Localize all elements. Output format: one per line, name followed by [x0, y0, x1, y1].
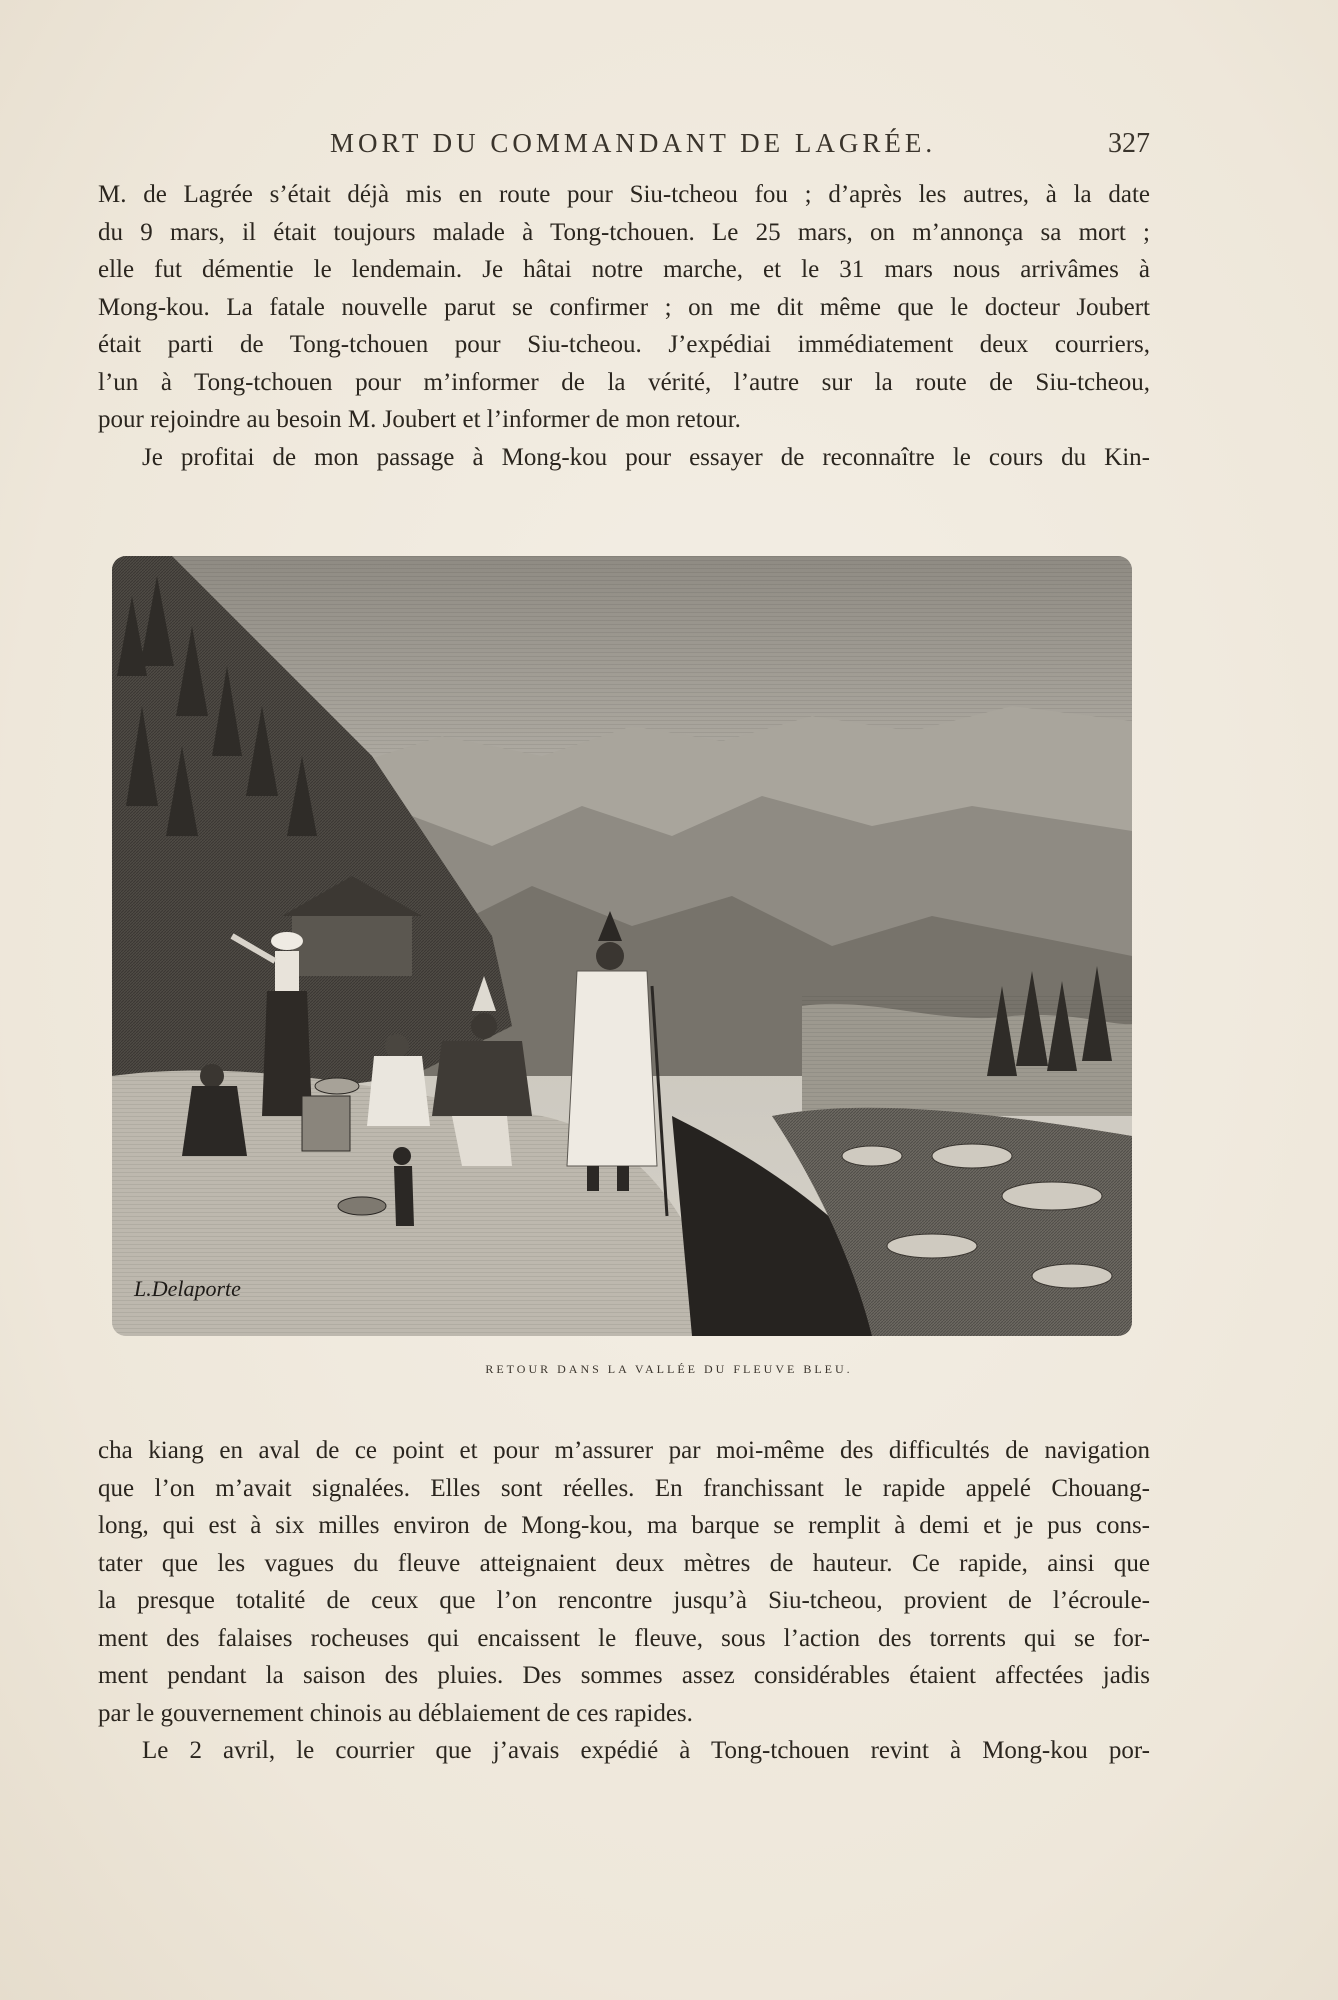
engraving-scene	[112, 556, 1132, 1336]
text-line: pour rejoindre au besoin M. Joubert et l’informer de mon retour.	[98, 406, 741, 433]
text-line: était parti de Tong-tchouen pour Siu-tcheou. J’expédiai immédiatement deux courriers,	[98, 331, 1150, 358]
text-line: Mong-kou. La fatale nouvelle parut se confirmer ; on me dit même que le docteur Joubert	[98, 293, 1150, 321]
body-text-bottom	[98, 1432, 1150, 1770]
figure-caption: RETOUR DANS LA VALLÉE DU FLEUVE BLEU.	[485, 1362, 853, 1376]
engraving-illustration	[112, 556, 1132, 1336]
text-line: l’un à Tong-tchouen pour m’informer de la vérité, l’autre sur la route de Siu-tcheou,	[98, 368, 1150, 396]
text-line: ment des falaises rocheuses qui encaissent le fleuve, sous l’action des torrents qui se for-	[98, 1624, 1150, 1652]
engraver-signature	[133, 1276, 241, 1301]
page-number: 327	[1108, 128, 1150, 159]
terrace-hatching	[802, 996, 1132, 1116]
page-header	[330, 128, 1150, 168]
text-line: Je profitai de mon passage à Mong-kou pour essayer de reconnaître le cours du Kin-	[142, 443, 1150, 471]
signature-text: L.Delaporte	[134, 1276, 241, 1301]
text-line: par le gouvernement chinois au déblaiement de ces rapides.	[98, 1699, 693, 1727]
text-line: Le 2 avril, le courrier que j’avais expédié à Tong-tchouen revint à Mong-kou por-	[142, 1737, 1150, 1764]
text-line: ment pendant la saison des pluies. Des sommes assez considérables étaient affectées jadis	[98, 1662, 1150, 1689]
body-text-top	[98, 176, 1150, 476]
text-line: long, qui est à six milles environ de Mong-kou, ma barque se remplit à demi et je pus cons-	[98, 1512, 1150, 1539]
text-line: que l’on m’avait signalées. Elles sont réelles. En franchissant le rapide appelé Chouang-	[98, 1474, 1150, 1502]
text-line: tater que les vagues du fleuve atteignaient deux mètres de hauteur. Ce rapide, ainsi que	[98, 1549, 1150, 1577]
text-line: M. de Lagrée s’était déjà mis en route pour Siu-tcheou fou ; d’après les autres, à la date	[98, 181, 1150, 208]
text-line: du 9 mars, il était toujours malade à Tong-tchouen. Le 25 mars, on m’annonça sa mort ;	[98, 218, 1150, 246]
text-line: elle fut démentie le lendemain. Je hâtai notre marche, et le 31 mars nous arrivâmes à	[98, 256, 1150, 283]
text-line: la presque totalité de ceux que l’on rencontre jusqu’à Siu-tcheou, provient de l’écroule-	[98, 1587, 1150, 1614]
running-title: MORT DU COMMANDANT DE LAGRÉE.	[330, 128, 937, 158]
text-line: cha kiang en aval de ce point et pour m’assurer par moi-même des difficultés de navigation	[98, 1437, 1150, 1464]
